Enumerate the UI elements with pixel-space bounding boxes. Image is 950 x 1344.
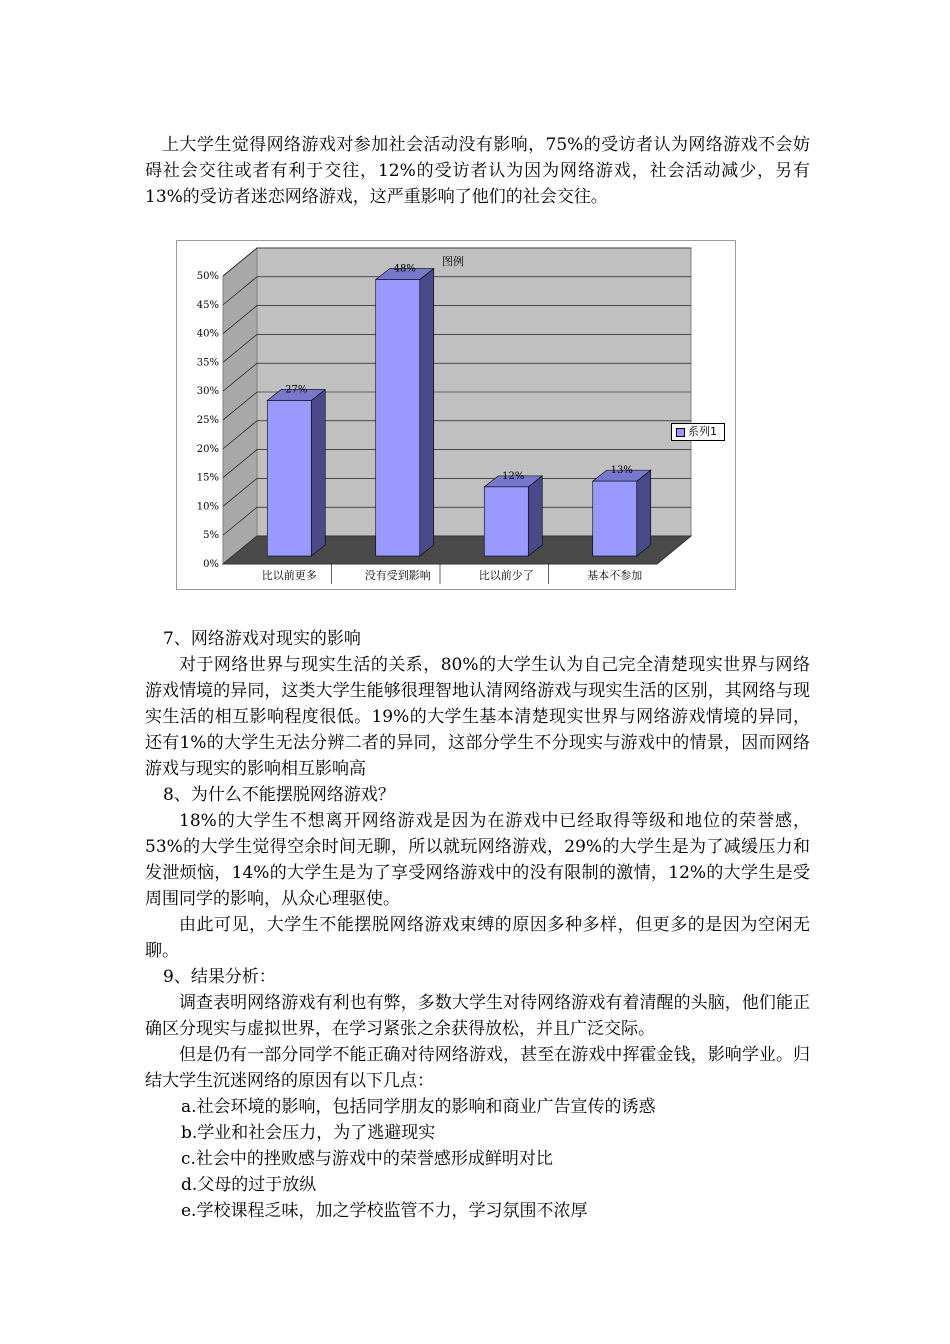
y-tick-label: 20%: [196, 443, 219, 455]
chart-legend: [671, 423, 725, 441]
section8-heading: 8、为什么不能摆脱网络游戏？: [163, 785, 395, 805]
legend-swatch: [676, 428, 685, 437]
y-tick-label: 35%: [196, 357, 219, 369]
reason-item-e: e.学校课程乏味，加之学校监管不力，学习氛围不浓厚: [181, 1201, 588, 1221]
bar: [593, 481, 637, 556]
data-label: 48%: [393, 263, 416, 275]
data-label: 13%: [610, 465, 633, 477]
data-label: 27%: [285, 384, 308, 396]
bar-side: [528, 476, 542, 556]
bar: [484, 487, 528, 556]
section7-heading: 7、网络游戏对现实的影响: [163, 629, 361, 649]
legend-label: 系列1: [688, 425, 717, 438]
section9-heading: 9、结果分析：: [163, 967, 276, 987]
x-category-label: 比以前少了: [478, 569, 534, 582]
reason-item-a: a.社会环境的影响，包括同学朋友的影响和商业广告宣传的诱惑: [181, 1097, 656, 1117]
reason-item-b: b.学业和社会压力，为了逃避现实: [181, 1123, 436, 1143]
y-tick-label: 30%: [196, 386, 219, 398]
section9-body: [145, 990, 810, 1094]
bar: [267, 400, 311, 556]
bar: [376, 280, 420, 556]
bar-chart-svg: [177, 241, 735, 589]
x-category-label: 没有受到影响: [364, 569, 431, 582]
y-tick-label: 40%: [196, 328, 219, 340]
x-category-label: 基本不参加: [587, 569, 643, 582]
y-tick-label: 45%: [196, 299, 219, 311]
y-tick-label: 5%: [203, 530, 219, 542]
bar-side: [637, 470, 651, 556]
chart-title: 图例: [442, 255, 464, 268]
section8-body: [145, 808, 810, 964]
section8-paragraph-1: 18%的大学生不想离开网络游戏是因为在游戏中已经取得等级和地位的荣誉感， 53%的大学生觉得空余时间无聊，所以就玩网络游戏，29%的大学生是为了减缓压力和发泄烦恼，14%的大学生是为了享受网络游戏中的没有限制的激情，12%的大学生是受周围同学的影响，从众心理驱使。: [145, 811, 810, 909]
data-label: 12%: [502, 470, 525, 482]
section8-paragraph-2: 由此可见，大学生不能摆脱网络游戏束缚的原因多种多样，但更多的是因为空闲无聊。: [145, 915, 810, 961]
bar-side: [420, 269, 434, 556]
y-tick-label: 25%: [196, 415, 219, 426]
y-tick-label: 15%: [196, 472, 219, 484]
bar-side: [311, 389, 325, 556]
y-tick-label: 10%: [196, 501, 219, 513]
intro-paragraph: 上大学生觉得网络游戏对参加社会活动没有影响，75%的受访者认为网络游戏不会妨碍社会交往或者有利于交往，12%的受访者认为因为网络游戏，社会活动减少，另有13%的受访者迷恋网络游戏，这严重影响了他们的社会交往。: [145, 135, 810, 207]
section7-body: [145, 652, 810, 782]
section9-paragraph-1: 调查表明网络游戏有利也有弊，多数大学生对待网络游戏有着清醒的头脑，他们能正确区分现实与虚拟世界，在学习紧张之余获得放松，并且广泛交际。: [145, 993, 810, 1039]
x-category-label: 比以前更多: [261, 569, 317, 582]
reason-item-c: c.社会中的挫败感与游戏中的荣誉感形成鲜明对比: [181, 1149, 553, 1169]
reason-item-d: d.父母的过于放纵: [181, 1175, 317, 1195]
y-tick-label: 0%: [203, 559, 219, 570]
section9-paragraph-2: 但是仍有一部分同学不能正确对待网络游戏，甚至在游戏中挥霍金钱，影响学业。归结大学生沉迷网络的原因有以下几点：: [145, 1045, 810, 1091]
y-tick-label: 50%: [196, 271, 219, 282]
section7-paragraph: 对于网络世界与现实生活的关系，80%的大学生认为自己完全清楚现实世界与网络游戏情境的异同，这类大学生能够很理智地认清网络游戏与现实生活的区别，其网络与现实生活的相互影响程度很低。19%的大学生基本清楚现实世界与网络游戏情境的异同，还有1%的大学生无法分辨二者的异同，这部分学生不分现实与游戏中的情景，因而网络游戏与现实的影响相互影响高: [145, 655, 810, 779]
bar-chart: [176, 240, 736, 590]
